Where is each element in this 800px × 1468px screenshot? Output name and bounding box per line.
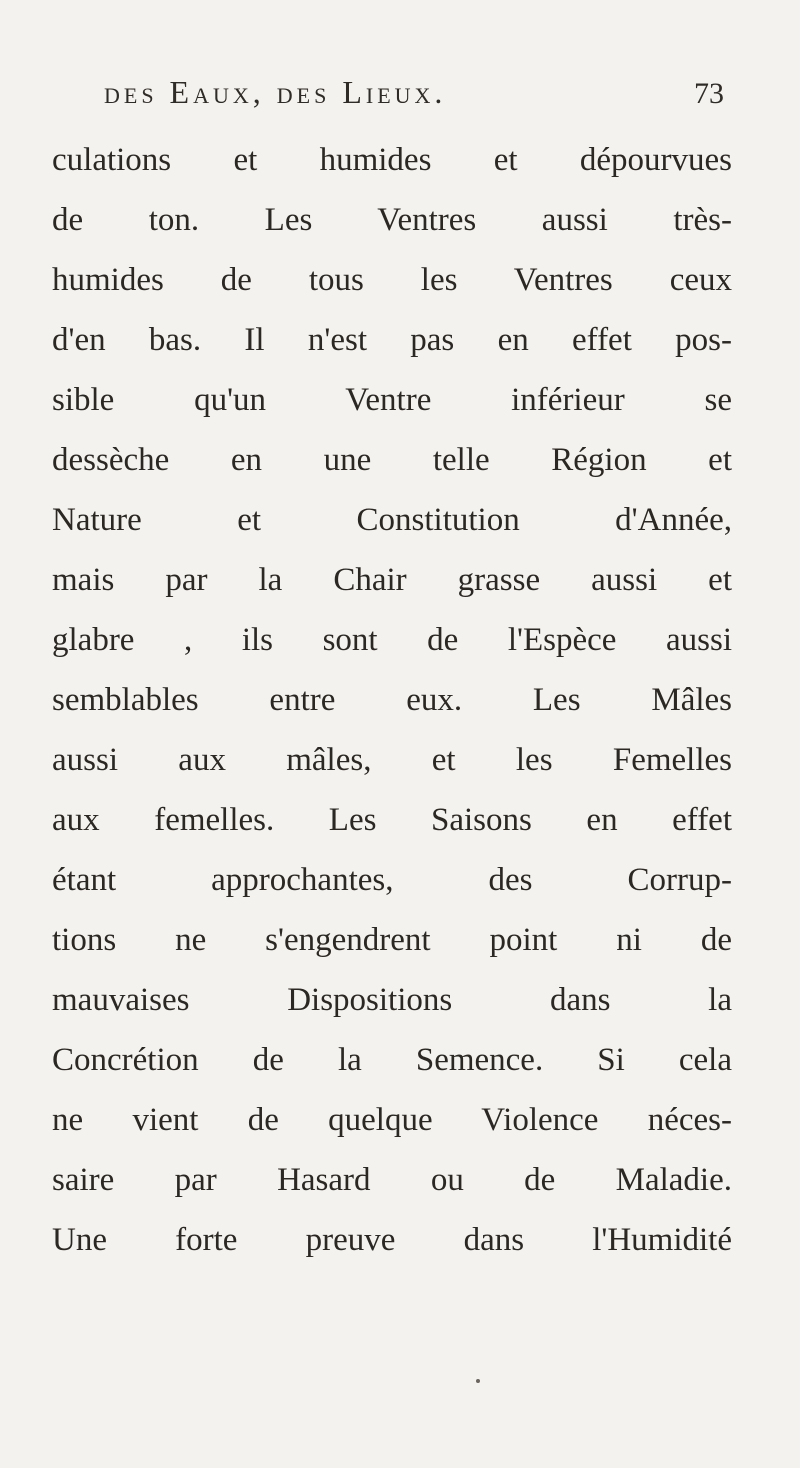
text-line: mais par la Chair grasse aussi et: [52, 562, 732, 598]
text-line: dessèche en une telle Région et: [52, 442, 732, 478]
text-line: d'en bas. Il n'est pas en effet pos-: [52, 322, 732, 358]
ink-speck: [476, 1379, 480, 1383]
text-line: aux femelles. Les Saisons en effet: [52, 802, 732, 838]
text-line: glabre , ils sont de l'Espèce aussi: [52, 622, 732, 658]
text-line: Nature et Constitution d'Année,: [52, 502, 732, 538]
text-line: ne vient de quelque Violence néces-: [52, 1102, 732, 1138]
text-line: saire par Hasard ou de Maladie.: [52, 1162, 732, 1198]
text-line: aussi aux mâles, et les Femelles: [52, 742, 732, 778]
page-number: 73: [694, 77, 724, 110]
text-line: Concrétion de la Semence. Si cela: [52, 1042, 732, 1078]
text-line: de ton. Les Ventres aussi très-: [52, 202, 732, 238]
text-line: mauvaises Dispositions dans la: [52, 982, 732, 1018]
text-line: culations et humides et dépourvues: [52, 142, 732, 178]
text-line: humides de tous les Ventres ceux: [52, 262, 732, 298]
text-line: semblables entre eux. Les Mâles: [52, 682, 732, 718]
running-head: [104, 74, 724, 114]
running-head-title: des Eaux, des Lieux.: [104, 74, 447, 110]
text-line: étant approchantes, des Corrup-: [52, 862, 732, 898]
text-line: tions ne s'engendrent point ni de: [52, 922, 732, 958]
text-line-last: Une forte preuve dans l'Humidité: [52, 1222, 732, 1258]
text-line: sible qu'un Ventre inférieur se: [52, 382, 732, 418]
body-text: [52, 130, 732, 1270]
